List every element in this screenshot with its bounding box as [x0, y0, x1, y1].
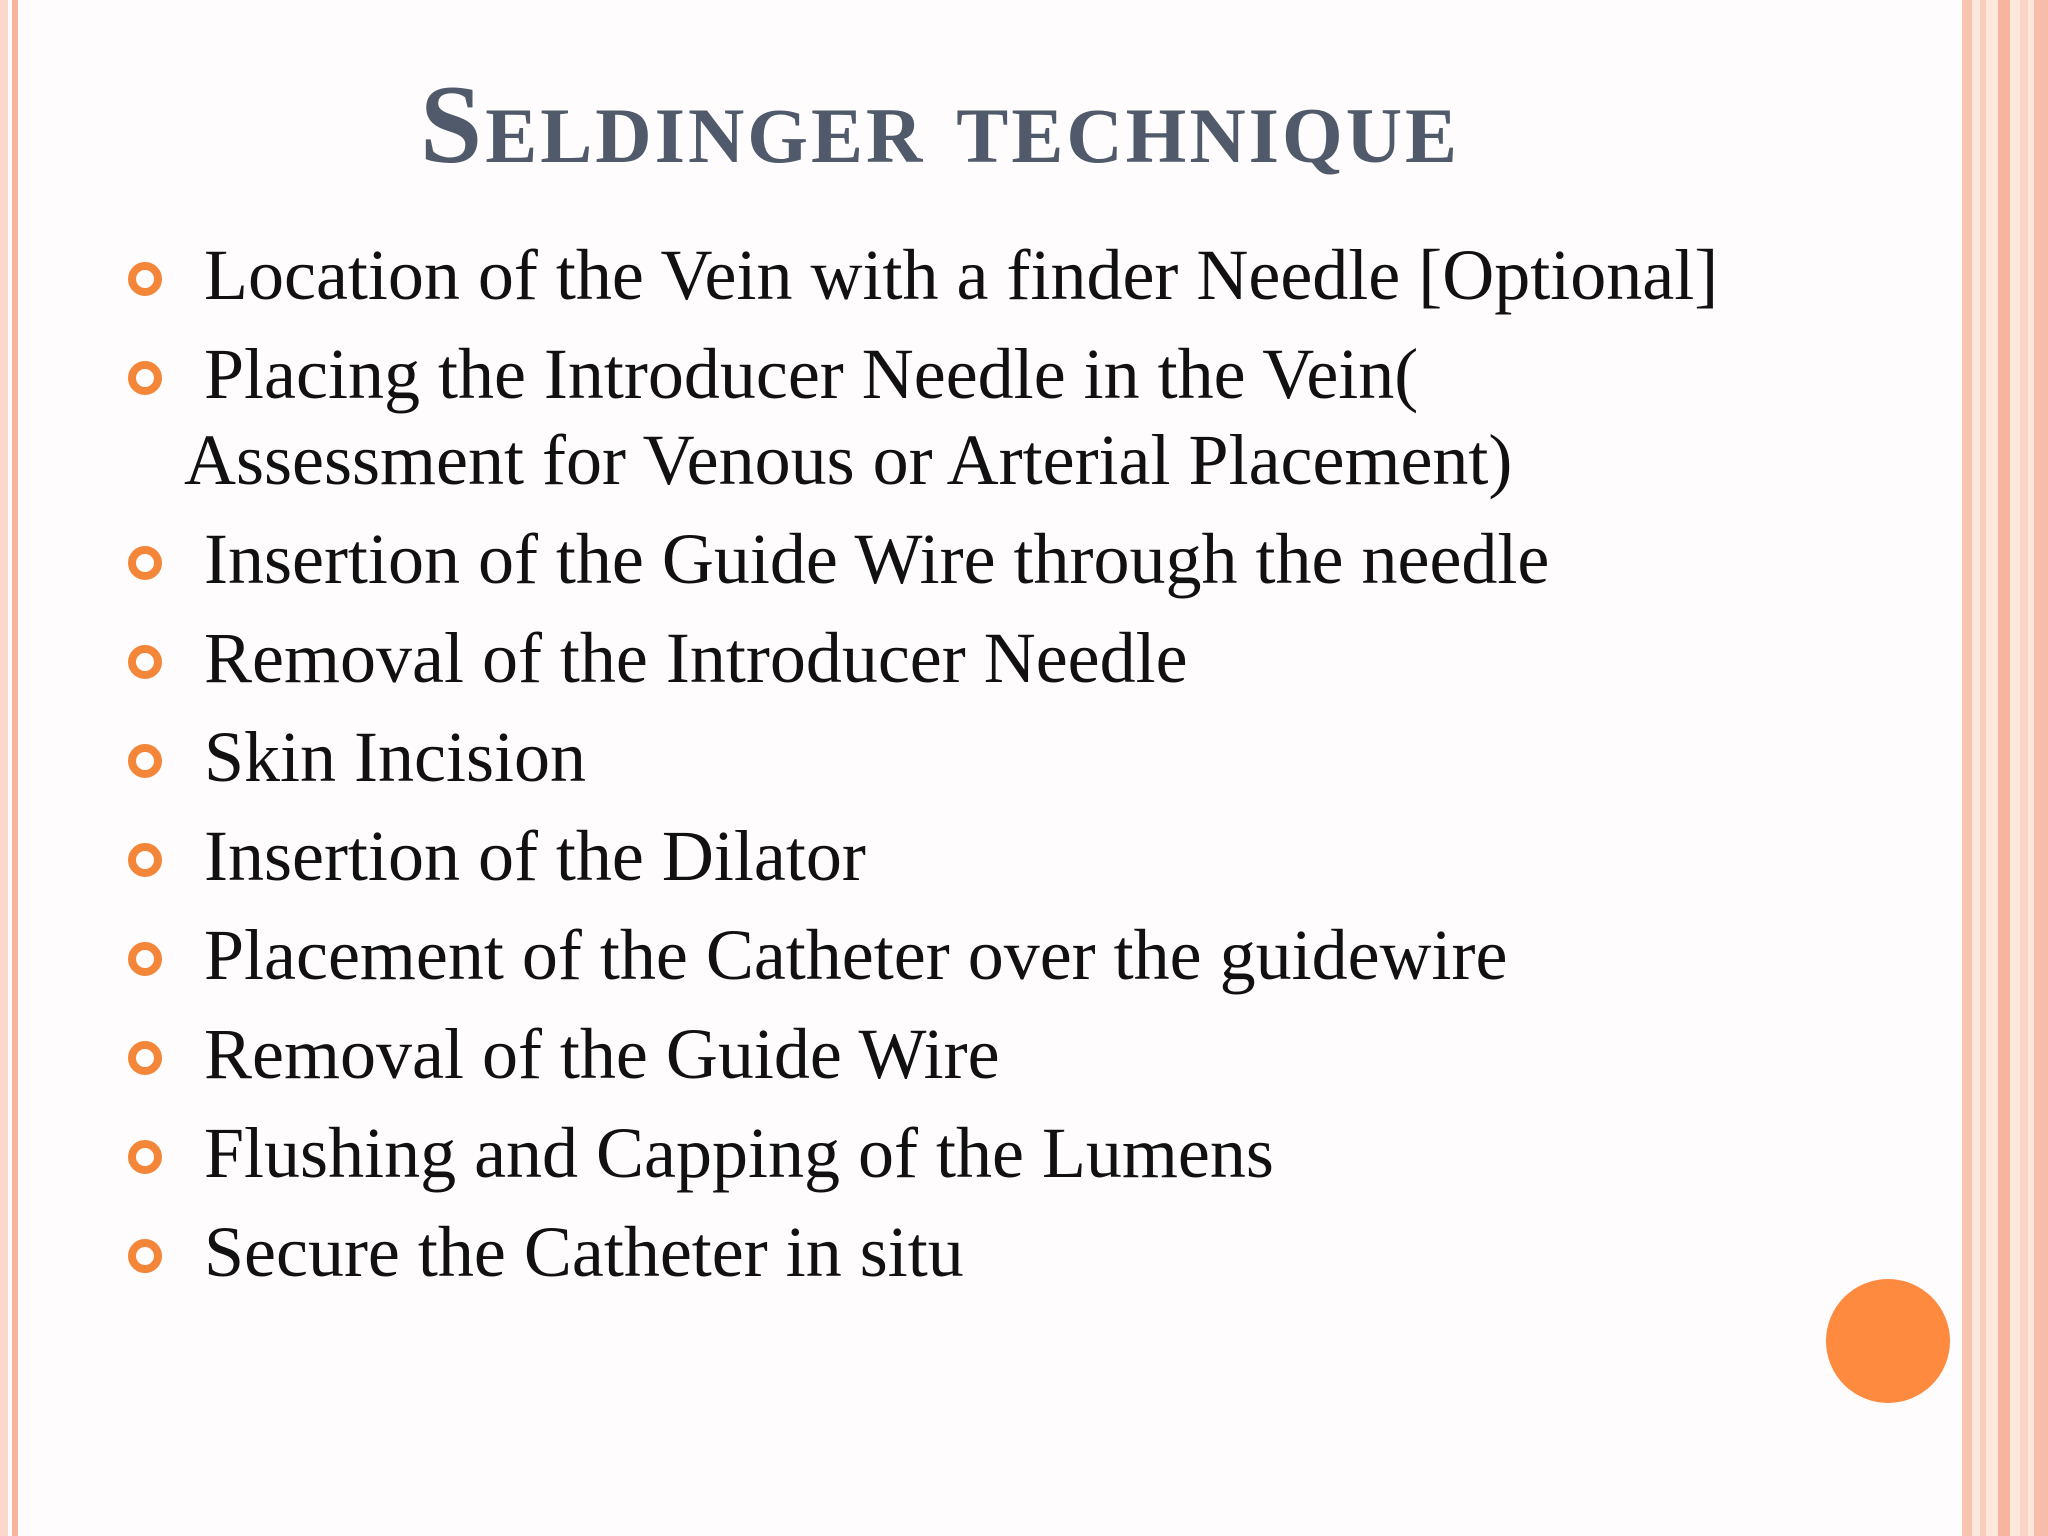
bullet-text-line-1: Placing the Introducer Needle in the Vein( [204, 334, 1419, 414]
right-stripe [1962, 0, 1972, 1536]
list-item [126, 714, 1926, 800]
ring-bullet-icon [128, 1140, 162, 1174]
list-item [126, 331, 1926, 503]
accent-circle-decoration [1826, 1279, 1950, 1403]
bullet-text: Removal of the Introducer Needle [204, 618, 1188, 698]
ring-bullet-icon [128, 262, 162, 296]
bullet-text: Location of the Vein with a finder Needle [Optional] [204, 235, 1719, 315]
ring-bullet-icon [128, 1041, 162, 1075]
ring-bullet-icon [128, 744, 162, 778]
bullet-text: Placement of the Catheter over the guidewire [204, 915, 1508, 995]
list-item [126, 232, 1926, 318]
list-item [126, 1209, 1926, 1295]
list-item [126, 615, 1926, 701]
list-item [126, 813, 1926, 899]
ring-bullet-icon [128, 546, 162, 580]
bullet-text: Skin Incision [204, 717, 587, 797]
right-stripe [2020, 0, 2028, 1536]
list-item [126, 1110, 1926, 1196]
list-item [126, 912, 1926, 998]
ring-bullet-icon [128, 645, 162, 679]
right-stripe [1998, 0, 2010, 1536]
bullet-text: Insertion of the Guide Wire through the needle [204, 519, 1550, 599]
ring-bullet-icon [128, 942, 162, 976]
bullet-text: Removal of the Guide Wire [204, 1014, 1000, 1094]
right-stripe [2034, 0, 2048, 1536]
list-item [126, 1011, 1926, 1097]
right-stripe [1980, 0, 1986, 1536]
left-stripe [0, 0, 8, 1536]
bullet-list [126, 232, 1926, 1308]
left-stripe-inner [12, 0, 18, 1536]
ring-bullet-icon [128, 361, 162, 395]
bullet-text: Insertion of the Dilator [204, 816, 866, 896]
ring-bullet-icon [128, 843, 162, 877]
bullet-text [184, 331, 1926, 503]
bullet-text-line-2: Assessment for Venous or Arterial Placement) [184, 420, 1513, 500]
bullet-text: Secure the Catheter in situ [204, 1212, 964, 1292]
ring-bullet-icon [128, 1239, 162, 1273]
slide-title: Seldinger technique [419, 63, 1461, 187]
bullet-text: Flushing and Capping of the Lumens [204, 1113, 1274, 1193]
list-item [126, 516, 1926, 602]
